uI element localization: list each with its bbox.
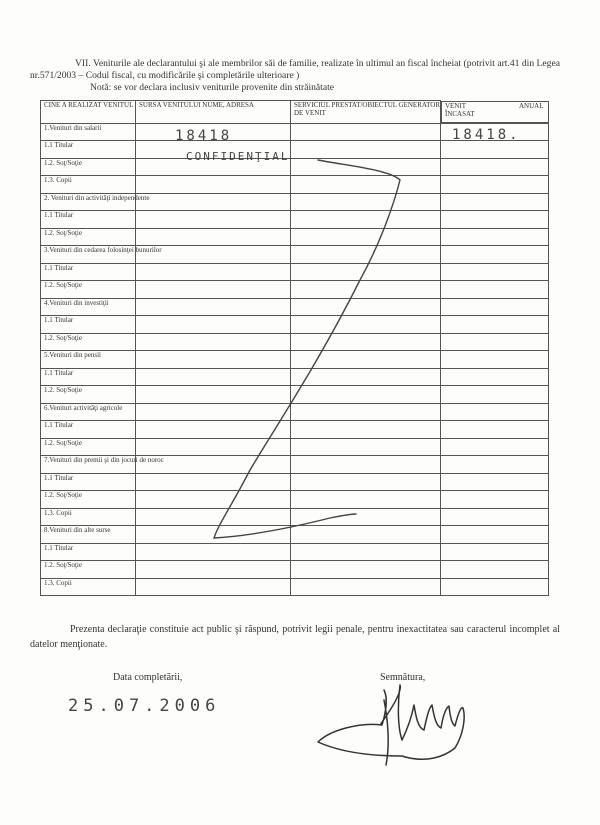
note-text: Notă: se vor declara inclusiv veniturile provenite din străinătate bbox=[90, 82, 335, 93]
section-title: 7.Venituri din premii şi din jocuri de noroc bbox=[41, 456, 136, 474]
row-label: 1.1 Titular bbox=[41, 263, 136, 281]
row-label: 1.1 Titular bbox=[41, 316, 136, 334]
row-label: 1.1 Titular bbox=[41, 473, 136, 491]
row-label: 1.1 Titular bbox=[41, 368, 136, 386]
row-label: 1.2. Soţ/Soţie bbox=[41, 281, 136, 299]
header-income-c: ÎNCASAT bbox=[445, 109, 475, 118]
section-title: 1.Venituri din salarii bbox=[41, 123, 136, 141]
section-title: 8.Venituri din alte surse bbox=[41, 526, 136, 544]
row-label: 1.2. Soţ/Soţie bbox=[41, 333, 136, 351]
section-title: 6.Venituri activităţi agricole bbox=[41, 403, 136, 421]
row-label: 1.2. Soţ/Soţie bbox=[41, 561, 136, 579]
row-label: 1.2. Soţ/Soţie bbox=[41, 228, 136, 246]
row-label: 1.2. Soţ/Soţie bbox=[41, 386, 136, 404]
header-source: SURSA VENITULUI NUME, ADRESA bbox=[136, 101, 291, 124]
section-title: 4.Venituri din investiţii bbox=[41, 298, 136, 316]
header-service: SERVICIUL PRESTAT/OBIECTUL GENERATOR DE VENIT bbox=[291, 101, 441, 124]
handwritten-income-value: 18418. bbox=[452, 127, 521, 143]
date-label: Data completării, bbox=[113, 672, 183, 683]
row-label: 1.3. Copii bbox=[41, 508, 136, 526]
row-label: 1.3. Copii bbox=[41, 176, 136, 194]
section-title: 3.Venituri din cedarea folosinţei bunurilor bbox=[41, 246, 136, 264]
row-label: 1.2. Soţ/Soţie bbox=[41, 491, 136, 509]
header-income-b: ANUAL bbox=[519, 101, 544, 110]
section-title: 5.Venituri din pensii bbox=[41, 351, 136, 369]
section-title: 2. Venituri din activităţi independente bbox=[41, 193, 136, 211]
row-label: 1.2. Soţ/Soţie bbox=[41, 438, 136, 456]
handwritten-confidential: CONFIDENŢIAL bbox=[186, 150, 290, 163]
handwritten-source-value: 18418 bbox=[175, 128, 233, 144]
row-label: 1.1 Titular bbox=[41, 211, 136, 229]
header-income-a: VENIT bbox=[445, 101, 466, 110]
header-who: CINE A REALIZAT VENITUL bbox=[41, 101, 136, 124]
row-label: 1.3. Copii bbox=[41, 578, 136, 596]
handwritten-date: 25.07.2006 bbox=[68, 696, 221, 716]
row-label: 1.1 Titular bbox=[41, 543, 136, 561]
signature-label: Semnătura, bbox=[380, 672, 426, 683]
row-label: 1.2. Soţ/Soţie bbox=[41, 158, 136, 176]
row-label: 1.1 Titular bbox=[41, 421, 136, 439]
row-label: 1.1 Titular bbox=[41, 141, 136, 159]
public-act-statement: Prezenta declaraţie constituie act public şi răspund, potrivit legii penale, pentru inexactitatea sau caracterul incomplet al datelor menţionate. bbox=[30, 624, 560, 650]
section-heading: VII. Veniturile ale declarantului şi ale membrilor săi de familie, realizate în ultimul an fiscal încheiat (potrivit art.41 din Legea nr.571/2003 – Codul fiscal, cu modificările şi completările ulterioare ) bbox=[30, 58, 560, 81]
